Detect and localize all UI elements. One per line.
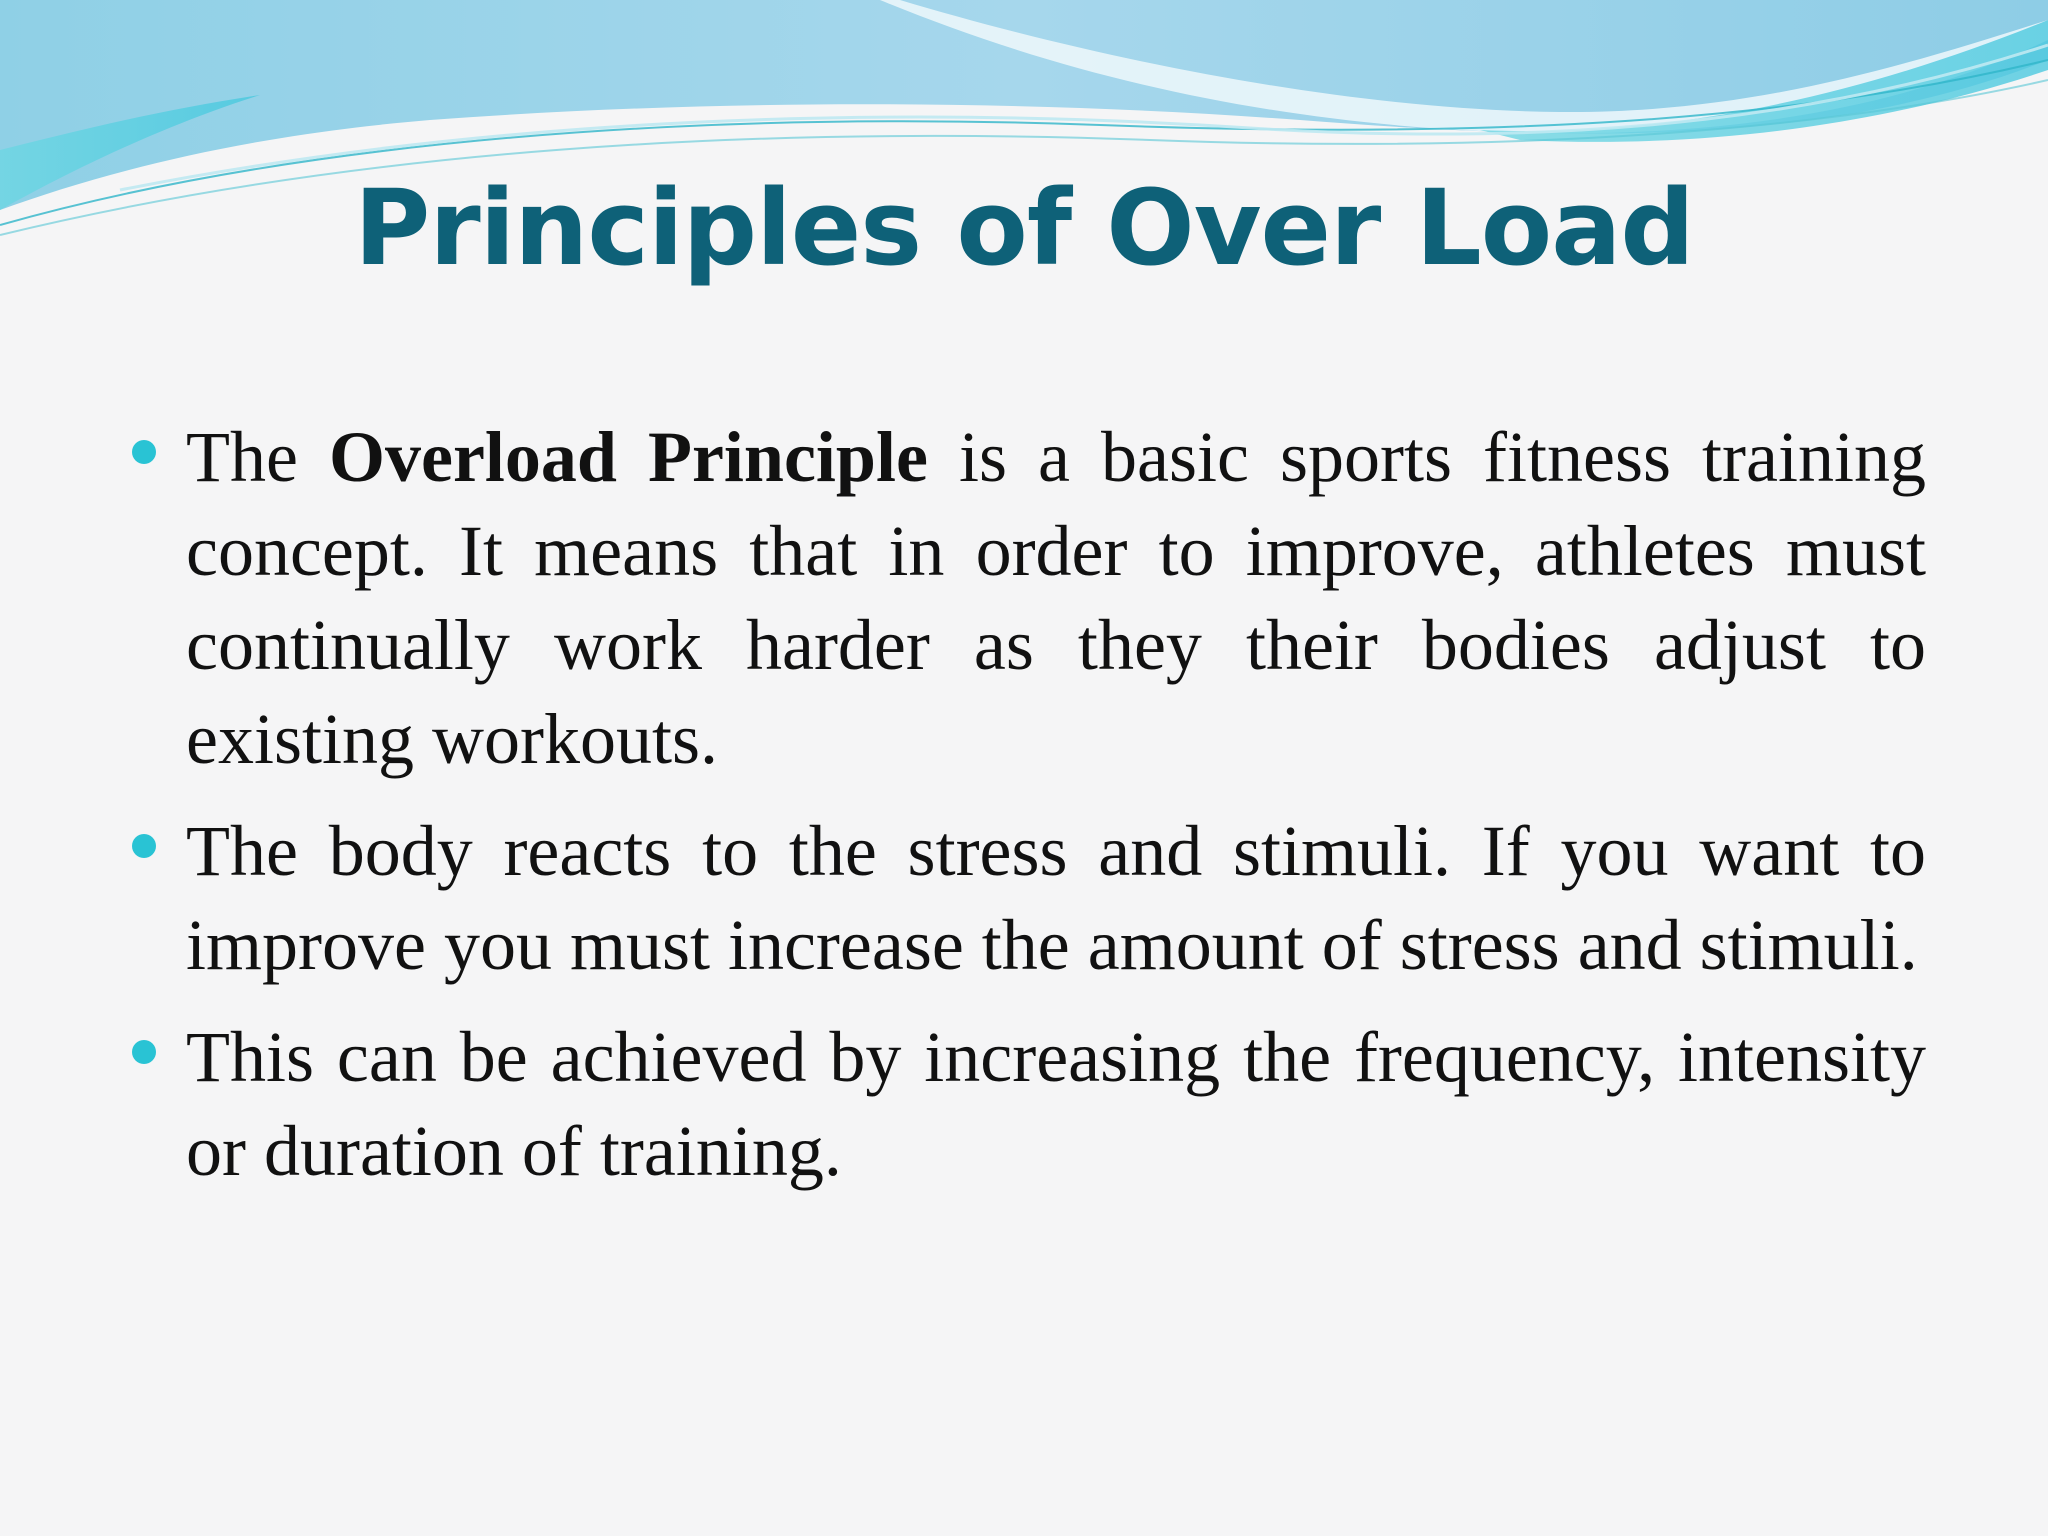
bullet-item-2 (126, 804, 1926, 992)
slide-title: Principles of Over Load (354, 167, 1694, 289)
bullet-1-bold-term: Overload Principle (328, 417, 928, 497)
bullet-text-3: This can be achieved by increasing the frequency, intensity or duration of training. (186, 1017, 1926, 1191)
bullet-icon (132, 440, 156, 464)
bullet-item-1 (126, 410, 1926, 786)
bullet-icon (132, 834, 156, 858)
bullet-list (126, 410, 1926, 1216)
bullet-text-2: The body reacts to the stress and stimuli. If you want to improve you must increase the amount of stress and stimuli. (186, 811, 1926, 985)
bullet-text-1 (186, 410, 1926, 786)
bullet-icon (132, 1040, 156, 1064)
bullet-1-rest: is a basic sports fitness training concept. It means that in order to improve, athletes must continually work harder as they their bodies adjust to existing workouts. (186, 417, 1926, 779)
bullet-1-prefix: The (186, 417, 329, 497)
bullet-item-3 (126, 1010, 1926, 1198)
